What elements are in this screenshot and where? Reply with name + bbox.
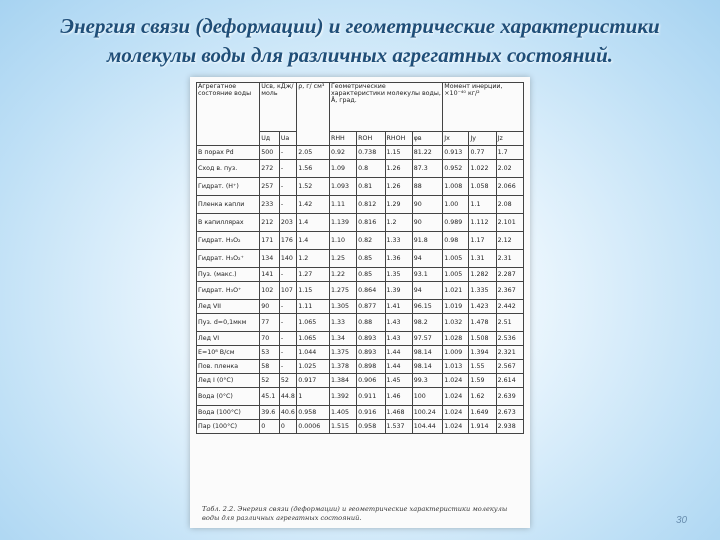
table-cell: 0.816 <box>357 214 385 232</box>
table-cell: 93.1 <box>412 268 443 282</box>
table-cell: 0.81 <box>357 178 385 196</box>
table-cell: 94 <box>412 250 443 268</box>
table-cell: 1.019 <box>443 300 469 314</box>
table-cell: 1.508 <box>469 332 496 346</box>
table-cell: 2.321 <box>496 346 523 360</box>
scanned-table-page <box>190 77 530 528</box>
table-cell: 0.877 <box>357 300 385 314</box>
table-cell: 1.275 <box>329 282 356 300</box>
table-cell: 0.898 <box>357 360 385 374</box>
table-cell: 1.45 <box>385 374 412 388</box>
table-cell: - <box>279 178 296 196</box>
table-cell: 0.77 <box>469 146 496 160</box>
table-cell: 1.09 <box>329 160 356 178</box>
table-cell: 1.005 <box>443 268 469 282</box>
row-label: Пуз. d=0,1мкм <box>197 314 260 332</box>
table-cell: 87.3 <box>412 160 443 178</box>
table-cell: 500 <box>260 146 280 160</box>
table-row <box>197 146 524 160</box>
table-cell: 1.375 <box>329 346 356 360</box>
slide-title-line-1: Энергия связи (деформации) и геометрические характеристики <box>60 14 660 38</box>
table-cell: 100.24 <box>412 406 443 420</box>
table-cell: 40.6 <box>279 406 296 420</box>
table-cell: 1.22 <box>329 268 356 282</box>
table-cell: 90 <box>260 300 280 314</box>
subheader-cell: Uа <box>279 132 296 146</box>
table-cell: 97.57 <box>412 332 443 346</box>
table-cell: 81.22 <box>412 146 443 160</box>
table-cell: 2.938 <box>496 420 523 434</box>
table-row <box>197 314 524 332</box>
table-cell: 1.42 <box>297 196 330 214</box>
table-cell: 2.066 <box>496 178 523 196</box>
table-cell: 102 <box>260 282 280 300</box>
subheader-cell: Uд <box>260 132 280 146</box>
table-cell: 0.82 <box>357 232 385 250</box>
table-cell: 1.024 <box>443 406 469 420</box>
table-cell: 0.958 <box>297 406 330 420</box>
table-cell: 1.478 <box>469 314 496 332</box>
table-cell: 1.11 <box>297 300 330 314</box>
table-cell: 104.44 <box>412 420 443 434</box>
table-cell: 1.044 <box>297 346 330 360</box>
table-cell: 1.11 <box>329 196 356 214</box>
page-number: 30 <box>676 515 688 526</box>
table-cell: 1.41 <box>385 300 412 314</box>
table-cell: 88 <box>412 178 443 196</box>
slide-title-line-2: молекулы воды для различных агрегатных состояний. <box>106 43 614 67</box>
header-density: ρ, г/ см³ <box>297 83 330 146</box>
table-cell: 0.98 <box>443 232 469 250</box>
table-cell: 107 <box>279 282 296 300</box>
table-cell: 1.024 <box>443 374 469 388</box>
table-cell: 0.893 <box>357 346 385 360</box>
table-cell: 1.31 <box>469 250 496 268</box>
table-cell: 2.05 <box>297 146 330 160</box>
table-cell: 100 <box>412 388 443 406</box>
table-cell: 1.4 <box>297 232 330 250</box>
table-cell: 0.917 <box>297 374 330 388</box>
subheader-cell: Jу <box>469 132 496 146</box>
header-geometry: Геометрические характеристики молекулы воды, Å, град. <box>329 83 442 132</box>
table-cell: 1.093 <box>329 178 356 196</box>
table-cell: 1.15 <box>297 282 330 300</box>
row-label: В капиллярах <box>197 214 260 232</box>
row-label: Пов. пленка <box>197 360 260 374</box>
table-row <box>197 346 524 360</box>
table-cell: 1.335 <box>469 282 496 300</box>
table-row <box>197 420 524 434</box>
row-label: Пуз. (макс.) <box>197 268 260 282</box>
table-cell: 2.614 <box>496 374 523 388</box>
table-cell: 1.10 <box>329 232 356 250</box>
table-cell: - <box>279 146 296 160</box>
table-cell: 1.378 <box>329 360 356 374</box>
table-row <box>197 214 524 232</box>
table-cell: 1.058 <box>469 178 496 196</box>
table-cell: 1.44 <box>385 360 412 374</box>
table-row <box>197 178 524 196</box>
table-cell: 176 <box>279 232 296 250</box>
table-row <box>197 388 524 406</box>
table-cell: 96.15 <box>412 300 443 314</box>
table-cell: 2.442 <box>496 300 523 314</box>
row-label: Гидрат. Н₃О₂ <box>197 232 260 250</box>
table-row <box>197 282 524 300</box>
table-cell: 212 <box>260 214 280 232</box>
table-cell: 77 <box>260 314 280 332</box>
table-cell: 1.008 <box>443 178 469 196</box>
table-cell: 2.287 <box>496 268 523 282</box>
table-cell: 1.39 <box>385 282 412 300</box>
table-cell: 1.4 <box>297 214 330 232</box>
table-cell: 0.989 <box>443 214 469 232</box>
row-label: Пленка капли <box>197 196 260 214</box>
table-cell: 1.46 <box>385 388 412 406</box>
table-cell: 1.022 <box>469 160 496 178</box>
table-cell: 1.005 <box>443 250 469 268</box>
header-energy: Uсв, кДж/ моль <box>260 83 297 132</box>
table-cell: 1.384 <box>329 374 356 388</box>
table-cell: 2.101 <box>496 214 523 232</box>
table-cell: 1 <box>297 388 330 406</box>
table-cell: 2.673 <box>496 406 523 420</box>
table-cell: 90 <box>412 196 443 214</box>
table-cell: 1.35 <box>385 268 412 282</box>
table-cell: 257 <box>260 178 280 196</box>
table-cell: 0.8 <box>357 160 385 178</box>
table-row <box>197 360 524 374</box>
table-cell: 1.405 <box>329 406 356 420</box>
table-cell: 90 <box>412 214 443 232</box>
row-label: Сход в. пуз. <box>197 160 260 178</box>
row-label: Гидрат. Н₃О⁺ <box>197 282 260 300</box>
row-label: Гидрат. (Н⁺) <box>197 178 260 196</box>
table-row <box>197 406 524 420</box>
table-cell: 1.515 <box>329 420 356 434</box>
subheader-cell: Jх <box>443 132 469 146</box>
table-cell: 1.26 <box>385 160 412 178</box>
table-cell: 99.3 <box>412 374 443 388</box>
table-cell: 39.6 <box>260 406 280 420</box>
table-cell: 141 <box>260 268 280 282</box>
table-cell: 1.34 <box>329 332 356 346</box>
table-cell: 58 <box>260 360 280 374</box>
table-cell: 98.14 <box>412 360 443 374</box>
table-cell: 140 <box>279 250 296 268</box>
table-cell: 2.12 <box>496 232 523 250</box>
table-cell: 1.021 <box>443 282 469 300</box>
table-cell: 1.394 <box>469 346 496 360</box>
table-cell: 1.26 <box>385 178 412 196</box>
table-cell: 0 <box>260 420 280 434</box>
table-cell: 2.51 <box>496 314 523 332</box>
table-cell: 0.952 <box>443 160 469 178</box>
table-cell: 1.065 <box>297 314 330 332</box>
table-cell: 1.52 <box>297 178 330 196</box>
table-cell: - <box>279 160 296 178</box>
table-cell: 98.2 <box>412 314 443 332</box>
table-cell: 1.44 <box>385 346 412 360</box>
subheader-cell: Jz <box>496 132 523 146</box>
table-row <box>197 300 524 314</box>
table-cell: 98.14 <box>412 346 443 360</box>
table-row <box>197 160 524 178</box>
table-cell: 0.0006 <box>297 420 330 434</box>
table-cell: 1.305 <box>329 300 356 314</box>
table-cell: 1.56 <box>297 160 330 178</box>
table-cell: - <box>279 314 296 332</box>
row-label: Лед VII <box>197 300 260 314</box>
table-cell: 1.914 <box>469 420 496 434</box>
header-inertia: Момент инерции, ×10⁻⁴⁰ кг/² <box>443 83 524 132</box>
table-cell: 0.85 <box>357 250 385 268</box>
table-cell: - <box>279 360 296 374</box>
table-cell: 1.43 <box>385 314 412 332</box>
table-header-row <box>197 83 524 132</box>
table-body <box>197 83 524 434</box>
table-cell: 1.065 <box>297 332 330 346</box>
row-label: Вода (0°C) <box>197 388 260 406</box>
table-cell: 70 <box>260 332 280 346</box>
table-cell: 1.59 <box>469 374 496 388</box>
table-cell: 0.812 <box>357 196 385 214</box>
table-cell: 2.567 <box>496 360 523 374</box>
table-cell: 0.738 <box>357 146 385 160</box>
slide-title <box>0 12 720 70</box>
table-cell: 0.913 <box>443 146 469 160</box>
table-cell: 1.392 <box>329 388 356 406</box>
table-cell: 1.013 <box>443 360 469 374</box>
table-cell: 94 <box>412 282 443 300</box>
table-cell: 1.025 <box>297 360 330 374</box>
subheader-cell: φв <box>412 132 443 146</box>
table-cell: 52 <box>260 374 280 388</box>
table-row <box>197 268 524 282</box>
table-cell: 1.29 <box>385 196 412 214</box>
table-cell: 2.639 <box>496 388 523 406</box>
subheader-cell: RНН <box>329 132 356 146</box>
table-cell: 1.2 <box>385 214 412 232</box>
table-cell: 1.2 <box>297 250 330 268</box>
table-cell: - <box>279 346 296 360</box>
table-cell: 1.33 <box>385 232 412 250</box>
table-cell: 0.864 <box>357 282 385 300</box>
table-row <box>197 196 524 214</box>
table-cell: 2.367 <box>496 282 523 300</box>
table-cell: 45.1 <box>260 388 280 406</box>
table-cell: 1.36 <box>385 250 412 268</box>
table-cell: - <box>279 332 296 346</box>
table-row <box>197 332 524 346</box>
table-cell: 134 <box>260 250 280 268</box>
table-cell: 1.62 <box>469 388 496 406</box>
table-cell: 272 <box>260 160 280 178</box>
table-cell: 1.17 <box>469 232 496 250</box>
table-cell: - <box>279 268 296 282</box>
table-cell: 1.1 <box>469 196 496 214</box>
table-cell: 52 <box>279 374 296 388</box>
table-cell: 2.536 <box>496 332 523 346</box>
table-cell: 0.893 <box>357 332 385 346</box>
row-label: Лед I (0°C) <box>197 374 260 388</box>
table-cell: 1.25 <box>329 250 356 268</box>
table-cell: 0.85 <box>357 268 385 282</box>
table-cell: 91.8 <box>412 232 443 250</box>
table-cell: 1.43 <box>385 332 412 346</box>
table-cell: 1.27 <box>297 268 330 282</box>
table-cell: 53 <box>260 346 280 360</box>
table-cell: 1.032 <box>443 314 469 332</box>
table-cell: 1.537 <box>385 420 412 434</box>
header-state: Агрегатное состояние воды <box>197 83 260 146</box>
table-cell: 1.00 <box>443 196 469 214</box>
table-row <box>197 374 524 388</box>
table-cell: 0.911 <box>357 388 385 406</box>
row-label: Лед VI <box>197 332 260 346</box>
table-cell: 0.916 <box>357 406 385 420</box>
table-cell: 0.92 <box>329 146 356 160</box>
row-label: В порах Pd <box>197 146 260 160</box>
row-label: E=10⁸ В/см <box>197 346 260 360</box>
table-cell: 1.15 <box>385 146 412 160</box>
table-cell: 1.139 <box>329 214 356 232</box>
subheader-cell: RНОН <box>385 132 412 146</box>
subheader-cell: RОН <box>357 132 385 146</box>
table-cell: 203 <box>279 214 296 232</box>
row-label: Вода (100°C) <box>197 406 260 420</box>
table-cell: 0.906 <box>357 374 385 388</box>
table-cell: 2.08 <box>496 196 523 214</box>
table-cell: 1.028 <box>443 332 469 346</box>
table-cell: 1.649 <box>469 406 496 420</box>
table-cell: 1.009 <box>443 346 469 360</box>
table-cell: 171 <box>260 232 280 250</box>
table-cell: 1.33 <box>329 314 356 332</box>
table-cell: 1.282 <box>469 268 496 282</box>
table-cell: 1.112 <box>469 214 496 232</box>
data-table <box>196 82 524 434</box>
table-cell: 0.958 <box>357 420 385 434</box>
table-cell: 2.31 <box>496 250 523 268</box>
table-cell: 1.55 <box>469 360 496 374</box>
row-label: Гидрат. Н₃О₂⁺ <box>197 250 260 268</box>
table-cell: - <box>279 196 296 214</box>
table-cell: 1.7 <box>496 146 523 160</box>
table-cell: 0 <box>279 420 296 434</box>
table-cell: 233 <box>260 196 280 214</box>
table-cell: 1.423 <box>469 300 496 314</box>
table-cell: 1.024 <box>443 420 469 434</box>
table-cell: - <box>279 300 296 314</box>
table-cell: 44.8 <box>279 388 296 406</box>
row-label: Пар (100°C) <box>197 420 260 434</box>
table-cell: 0.88 <box>357 314 385 332</box>
table-caption: Табл. 2.2. Энергия связи (деформации) и геометрические характеристики молекулы воды для различных агрегатных состояний. <box>202 505 508 522</box>
table-row <box>197 250 524 268</box>
table-cell: 1.468 <box>385 406 412 420</box>
table-cell: 2.02 <box>496 160 523 178</box>
table-cell: 1.024 <box>443 388 469 406</box>
table-row <box>197 232 524 250</box>
